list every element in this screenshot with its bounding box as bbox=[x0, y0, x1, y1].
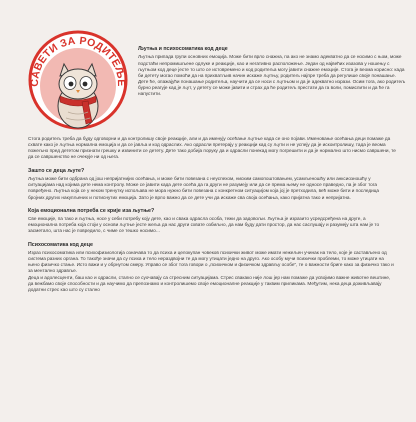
section-heading: Психосоматика код деце bbox=[28, 241, 93, 248]
intro-heading: Љутња и психосоматика код деце bbox=[138, 46, 228, 52]
intro-block bbox=[138, 46, 406, 98]
owl-badge-icon bbox=[24, 24, 132, 132]
owl-icon bbox=[58, 64, 98, 128]
section-heading: Зашто се деца љуте? bbox=[28, 167, 85, 174]
section-heading: Која емоционална потреба се крије иза љутње? bbox=[28, 207, 155, 214]
intro-text: Љутња припада групи основних емоција. Може бити врло снажна, па ако не знамо адекватно да се носимо с њом, може подстаћи непромишљене одлуке и реакције, као и негативно расположење. Један од највећих изазова у ношењу с љутњом код деце јесте то што се истовремено и код родитеља могу јавити снажне емоције. Стога је веома корисно: када би детету могао помоћи да на прихватљив начин искаже љутњу, родитељ најпре треба да регулише своје понашање. Дете ће, опажајући понашање родитеља, научити да се носи с љутњом и да је адекватно изрази. Осим тога, ако родитељ бурно реагује кад је љут, у детету се може јавити и страх да ће родитељ престати да га воли, помислити и да ће га напустити. bbox=[138, 54, 406, 97]
section-text: Све емоције, па тако и љутња, носе у себи потребу коју дете, као и свака одрасла особа, тежи да задовољи. Љутња је изразито усредсређена на друге, а емоционална потреба која стоји у основи љутње јесте жеља да нас други схвате озбиљно, да нам буду дати простор, да нас саслушају и разумеју шта нам је то засметало, шта нас је повредило, с чиме се тешко носимо… bbox=[28, 216, 380, 234]
section-psychosomatics bbox=[28, 242, 396, 294]
intro-tail bbox=[28, 136, 396, 161]
section-text-continued: Деца и адолесценти, баш као и одрасли, стално се суочавају са стресним ситуацијама. Стрес свакако није лош јер нам помаже да усвојимо важне животне вештине, да вежбамо своје способности и да научимо да препознамо и контролишемо своје емоционалне реакције у таквим приликама. Међутим, нека деца доживљавају додатни стрес као што су стално bbox=[28, 274, 391, 292]
badge-title: САВЕТИ ЗА РОДИТЕЉЕ bbox=[28, 34, 128, 87]
intro-tail-text: Стога родитељ треба да буду одговорни и да контролишу своје реакције, али и да именују осећање љутње када се оно појави. Именовање осећања деци помаже да схвате како је љутња нормална емоција и да се јавља и код одраслих. Ако одрасли претерају у реакцији кад су љути и не успеју да је искоитролишу, тада је веома пожељно пред дететом признати грешку и извинити се детету. Дете тако добија поруку да и одрасли понекад могу погрешити и да је нормално што нисмо савршени, те да се савршенство не очекује ни од њега. bbox=[28, 136, 396, 160]
section-why-angry bbox=[28, 168, 396, 201]
section-emotional-need bbox=[28, 208, 396, 235]
section-text: Љутња може бити одбрана од још непријатнијих осећања, и може бити повезана с неуспехом, ниским самопоштовањем, усамљеношћу или анксиозношћу у ситуацијама над којима дете нема контролу. Може се јавити када дете осећа да га други не разумеју или да се према њему не односе праведно, па је због тога повређено. Љутња која се у неком тренутку испољава не мора нужно бити повезана с конкретном ситуацијом која јој је претходила, већ може бити и последица бројних других накупљених и потиснутих емоција. Зато је врло важно да се дете учи да искаже сва своја осећања, како пријатна тако и непријатна. bbox=[28, 176, 380, 200]
section-text: Израз психосоматика или психофизиологија означава то да психа и целокупан човеков психички живот може имати нежељен учинак на тело, које је састављено од система разних органа. То такође значи да су психа и тело нераздвојни те да могу утицати једно на друго. Ако особу мучи психички проблеми, то може утицати на њено физичко стање. Исто важи и у обрнутом смеру. Управо се због тога говори о „психичком и физичком здрављу особе“, те о важности бриге како за физичко тако и за ментално здравље. bbox=[28, 249, 394, 274]
article-body bbox=[28, 136, 396, 300]
advice-badge bbox=[24, 24, 132, 132]
